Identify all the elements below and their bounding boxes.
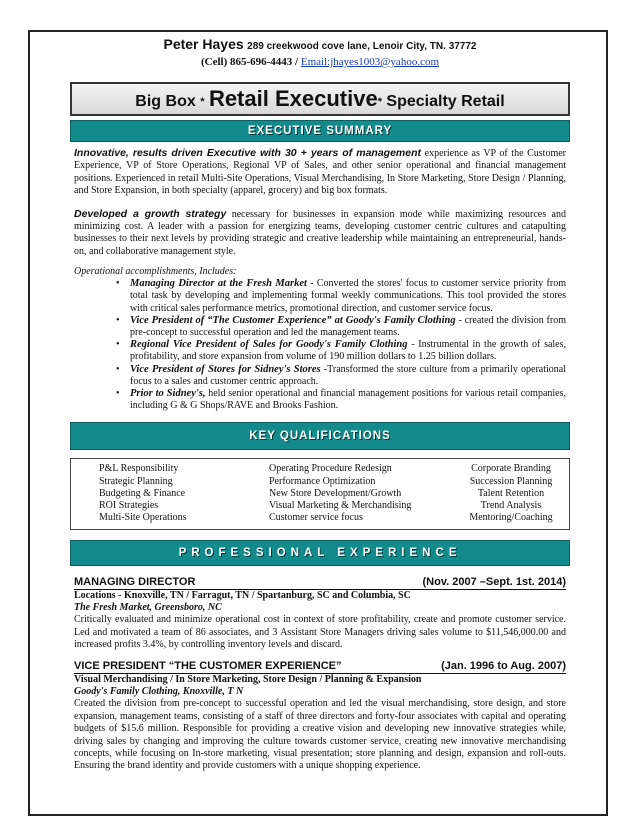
qualification-item: ROI Strategies — [99, 500, 159, 512]
qualification-item: Multi-Site Operations — [99, 512, 187, 524]
job-dates: (Nov. 2007 –Sept. 1st. 2014) — [422, 575, 566, 588]
candidate-email-link[interactable]: Email:jhayes1003@yahoo.com — [300, 56, 440, 68]
qualification-item: P&L Responsibility — [99, 463, 179, 475]
headline-star-1: * — [200, 95, 205, 108]
summary-paragraph-2-text: necessary for businesses in expansion mode while maximizing resources and minimizing cost. A leader with a passion for energizing teams, developing customer centric cultures and catapulting businesses to their next levels by providing strategic and creative leadership while maintaining an entrepreneurial, hands-on, and collaborative management style. — [74, 208, 566, 257]
headline-star-2: * — [377, 95, 382, 108]
resume-header — [74, 36, 566, 70]
summary-paragraph-1-lead: Innovative, results driven Executive with 30 + years of management — [74, 147, 422, 159]
list-item — [130, 388, 566, 412]
list-item — [130, 315, 566, 339]
job-header — [74, 660, 566, 674]
qualifications-table — [70, 458, 570, 529]
job-title: VICE PRESIDENT “THE CUSTOMER EXPERIENCE” — [74, 659, 342, 672]
qualification-item: Performance Optimization — [269, 475, 376, 487]
qualification-item: Trend Analysis — [480, 500, 542, 512]
accomplishment-text: - Converted the stores' focus to customer service priority from total task by developing and implementing formal weekly communications. This tool provided the stores with critical sales performance metrics, promotional direction, and customer service focus. — [130, 278, 566, 314]
operational-accomplishments-list — [74, 278, 566, 412]
qualification-item: Succession Planning — [469, 475, 553, 487]
accomplishment-role: Managing Director at the Fresh Market — [130, 278, 307, 290]
accomplishment-text: held senior operational and financial management positions for various retail companies, including G & G Shops/RAVE and Brooks Fashion. — [130, 388, 566, 412]
summary-paragraph-2 — [74, 208, 566, 259]
accomplishment-role: Vice President of Stores for Sidney's Stores — [130, 363, 321, 375]
qualification-item: Visual Marketing & Merchandising — [269, 500, 412, 512]
qualifications-column-3 — [461, 463, 561, 524]
job-entry-managing-director — [74, 576, 566, 652]
headline-banner — [70, 82, 570, 116]
candidate-phone: (Cell) 865-696-4443 / — [200, 56, 299, 68]
accomplishment-text: - Instrumental in the growth of sales, profitability, and store expansion from volume of 190 million dollars to 1.25 billion dollars. — [130, 339, 567, 363]
summary-paragraph-2-lead: Developed a growth strategy — [74, 207, 227, 220]
list-item — [130, 278, 566, 315]
section-heading-professional-experience: PROFESSIONAL EXPERIENCE — [70, 540, 570, 566]
summary-paragraph-1 — [74, 147, 566, 198]
qualification-item: Operating Procedure Redesign — [269, 463, 392, 475]
qualification-item: Strategic Planning — [99, 475, 173, 487]
name-line — [74, 36, 566, 55]
summary-paragraph-1-text: experience as VP of the Customer Experience, VP of Store Operations, Regional VP of Sales, and other senior operational and financial management positions. Experienced in retail Multi-Site Operations, Visual Merchandising, In Store Marketing, Store Design / Planning, and Store Expansion, in both specialty (apparel, grocery) and big box formats. — [74, 148, 567, 197]
accomplishment-role: Prior to Sidney's, — [130, 388, 206, 400]
resume-document — [74, 36, 566, 773]
qualification-item: Budgeting & Finance — [99, 487, 186, 499]
accomplishment-text: -Transformed the store culture from a primarily operational focus to a sales and customer centric approach. — [130, 363, 566, 387]
qualification-item: Talent Retention — [477, 487, 545, 499]
job-locations: Visual Merchandising / In Store Marketing, Store Design / Planning & Expansion — [74, 673, 422, 685]
job-company: The Fresh Market, Greensboro, NC — [74, 601, 222, 613]
section-heading-executive-summary: EXECUTIVE SUMMARY — [70, 120, 570, 142]
headline-part-1: Big Box — [135, 93, 196, 110]
contact-line — [74, 55, 566, 70]
operational-accomplishments-intro: Operational accomplishments, Includes: — [74, 266, 237, 278]
job-header — [74, 576, 566, 590]
job-company: Goody's Family Clothing, Knoxville, T N — [74, 685, 244, 697]
accomplishment-text: - created the division from pre-concept to successful operation and led the management teams. — [130, 314, 566, 339]
qualification-item: New Store Development/Growth — [269, 487, 402, 499]
list-item — [130, 364, 566, 388]
job-locations: Locations - Knoxville, TN / Farragut, TN / Spartanburg, SC and Columbia, SC — [74, 589, 411, 601]
job-description: Created the division from pre-concept to successful operation and led the visual merchandising, store design, and store expansion, management teams, consisting of a staff of three directors and forty-four associates with capital and operating budgets of $15.6 million. Responsible for providing a creative vision and developing new innovative strategies while, driving sales by changing and improving the culture towards customer service, creating new innovative merchandising concepts, while focusing on In-store marketing, visual presentation; store planning and design, expansion and roll-outs. Ensuring the brand identity and provide customers with a unique shopping experience. — [74, 698, 566, 772]
headline-part-3: Specialty Retail — [386, 93, 505, 110]
list-item — [130, 339, 566, 363]
candidate-address: 289 creekwood cove lane, Lenoir City, TN. 37772 — [247, 41, 477, 52]
qualification-item: Mentoring/Coaching — [469, 512, 553, 524]
job-description: Critically evaluated and minimize operational cost in context of store profitability, create and promote customer service. Led and motivated a team of 86 associates, and 3 Assistant Store Managers driving sales volume to $11,546,000.00 and increased profits 3.4%, by controlling inventory levels and discard. — [74, 614, 566, 651]
accomplishment-role: Regional Vice President of Sales for Goody's Family Clothing — [130, 339, 408, 351]
job-title: MANAGING DIRECTOR — [74, 575, 196, 588]
section-heading-key-qualifications: KEY QUALIFICATIONS — [70, 422, 570, 450]
accomplishment-role: Vice President of “The Customer Experience” at Goody's Family Clothing — [130, 314, 456, 326]
job-entry-vice-president — [74, 660, 566, 773]
qualifications-column-1 — [99, 463, 269, 524]
job-dates: (Jan. 1996 to Aug. 2007) — [441, 659, 566, 672]
candidate-name: Peter Hayes — [163, 36, 244, 52]
qualification-item: Corporate Branding — [471, 463, 551, 475]
qualifications-column-2 — [269, 463, 461, 524]
headline-part-2: Retail Executive — [208, 86, 378, 111]
qualification-item: Customer service focus — [269, 512, 363, 524]
